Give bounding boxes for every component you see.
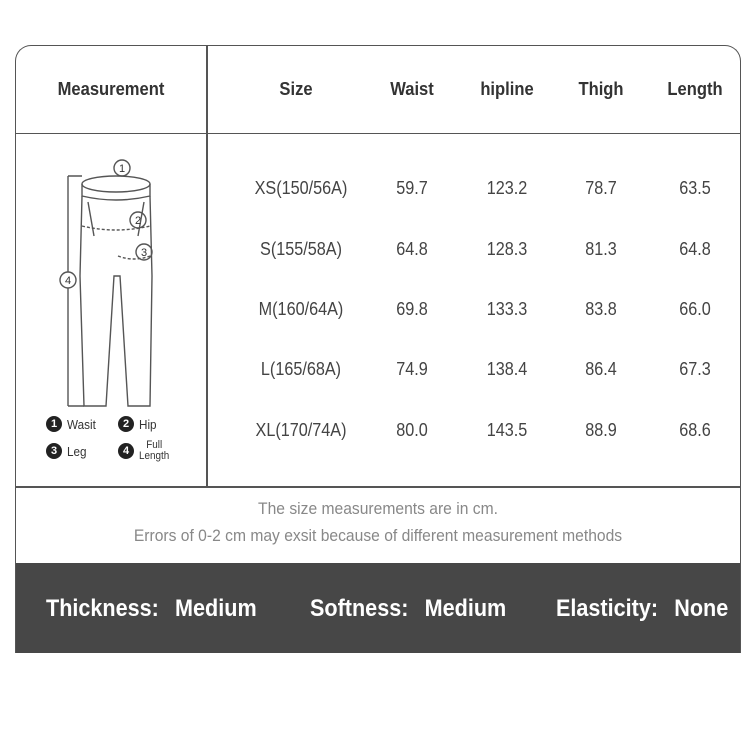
- marker-1: 1: [118, 163, 126, 175]
- legend-label: Leg: [67, 443, 87, 459]
- cell-length: 66.0: [679, 299, 711, 319]
- notes-divider: [16, 486, 740, 488]
- cell-thigh: 81.3: [585, 239, 617, 259]
- table-row: [206, 415, 741, 445]
- cell-waist: 59.7: [396, 178, 428, 198]
- legend-item-hip: [118, 416, 159, 432]
- cell-waist: 69.8: [396, 299, 428, 319]
- cell-thigh: 86.4: [585, 359, 617, 379]
- cell-size: L(165/68A): [260, 359, 342, 379]
- legend-label: Hip: [139, 416, 157, 432]
- table-row: [206, 173, 741, 203]
- marker-2: 2: [134, 215, 142, 227]
- cell-length: 67.3: [679, 359, 711, 379]
- header-measurement: Measurement: [57, 79, 165, 99]
- table-row: [206, 294, 741, 324]
- size-chart-card: [15, 45, 741, 653]
- table-row: [206, 354, 741, 384]
- marker-4: 4: [64, 275, 72, 287]
- cell-length: 68.6: [679, 420, 711, 440]
- fabric-properties-bar: [16, 563, 740, 653]
- legend-item-leg: [46, 443, 89, 459]
- property-softness: [310, 563, 506, 653]
- property-value: Medium: [424, 595, 507, 622]
- cell-thigh: 78.7: [585, 178, 617, 198]
- legend-num: 3: [46, 443, 62, 459]
- cell-size: S(155/58A): [260, 239, 342, 259]
- header-hipline: hipline: [480, 79, 534, 99]
- property-thickness: [46, 563, 257, 653]
- header-length: Length: [667, 79, 723, 99]
- property-elasticity: [556, 563, 728, 653]
- cell-waist: 64.8: [396, 239, 428, 259]
- header-thigh: Thigh: [578, 79, 624, 99]
- header-waist: Waist: [390, 79, 434, 99]
- marker-3: 3: [140, 247, 148, 259]
- property-label: Thickness:: [46, 595, 159, 622]
- table-header-row: [16, 46, 740, 134]
- note-errors: Errors of 0-2 cm may exsit because of different measurement methods: [133, 526, 623, 545]
- legend-num: 4: [118, 443, 134, 459]
- legend-label-line1: Full: [146, 439, 163, 451]
- waistband-shape: [82, 176, 150, 192]
- cell-hipline: 133.3: [486, 299, 528, 319]
- cell-length: 64.8: [679, 239, 711, 259]
- legend-num: 1: [46, 416, 62, 432]
- legend-label: Wasit: [67, 416, 96, 432]
- cell-waist: 80.0: [396, 420, 428, 440]
- legend-item-waist: [46, 416, 99, 432]
- legend-label-line2: Length: [139, 450, 170, 462]
- diagram-legend: [46, 416, 206, 476]
- cell-hipline: 128.3: [486, 239, 528, 259]
- cell-hipline: 138.4: [486, 359, 528, 379]
- property-label: Elasticity:: [556, 595, 659, 622]
- header-size: Size: [279, 79, 313, 99]
- property-value: Medium: [175, 595, 257, 622]
- legend-item-full-length: [118, 440, 173, 462]
- legend-label: [139, 440, 169, 462]
- cell-size: M(160/64A): [258, 299, 344, 319]
- cell-size: XL(170/74A): [255, 420, 347, 440]
- property-value: None: [674, 595, 729, 622]
- property-label: Softness:: [310, 595, 409, 622]
- cell-length: 63.5: [679, 178, 711, 198]
- cell-thigh: 83.8: [585, 299, 617, 319]
- cell-size: XS(150/56A): [254, 178, 348, 198]
- note-units: The size measurements are in cm.: [258, 499, 498, 518]
- cell-hipline: 143.5: [486, 420, 528, 440]
- cell-waist: 74.9: [396, 359, 428, 379]
- cell-hipline: 123.2: [486, 178, 528, 198]
- pocket-left: [88, 202, 94, 236]
- table-row: [206, 234, 741, 264]
- legend-num: 2: [118, 416, 134, 432]
- cell-thigh: 88.9: [585, 420, 617, 440]
